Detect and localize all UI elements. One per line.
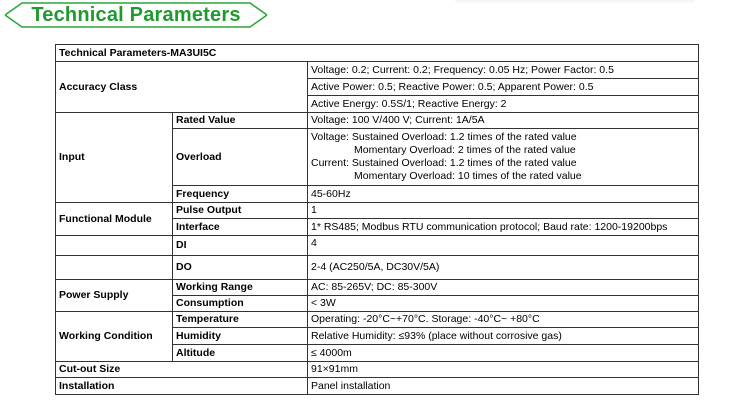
overload-label: Overload <box>173 129 308 186</box>
working-range-value: AC: 85-265V; DC: 85-300V <box>308 280 699 296</box>
table-row <box>56 312 699 328</box>
altitude-value: ≤ 4000m <box>308 345 699 362</box>
do-label: DO <box>173 256 308 280</box>
cutout-size-value: 91×91mm <box>308 362 699 378</box>
table-row <box>56 256 699 280</box>
temperature-value: Operating: -20°C~+70°C. Storage: -40°C~ +80°C <box>308 312 699 328</box>
humidity-label: Humidity <box>173 328 308 345</box>
accuracy-value-3: Active Energy: 0.5S/1; Reactive Energy: 2 <box>308 96 699 113</box>
overload-line: Current: Sustained Overload: 1.2 times of the rated value <box>311 157 577 169</box>
rated-value-label: Rated Value <box>173 113 308 129</box>
working-condition-label: Working Condition <box>56 312 173 362</box>
interface-label: Interface <box>173 219 308 236</box>
frequency-label: Frequency <box>173 186 308 203</box>
empty-cell <box>56 256 173 280</box>
pulse-output-label: Pulse Output <box>173 203 308 219</box>
top-shadow-decoration <box>455 0 695 4</box>
overload-line: Momentary Overload: 2 times of the rated value <box>354 144 576 156</box>
table-row <box>56 113 699 129</box>
table-row <box>56 378 699 395</box>
overload-line: Voltage: Sustained Overload: 1.2 times of the rated value <box>311 131 577 143</box>
section-title: Technical Parameters <box>31 4 241 26</box>
table-row <box>56 280 699 296</box>
temperature-label: Temperature <box>173 312 308 328</box>
frequency-value: 45-60Hz <box>308 186 699 203</box>
overload-line: Momentary Overload: 10 times of the rated value <box>354 170 582 182</box>
functional-module-label: Functional Module <box>56 203 173 236</box>
consumption-label: Consumption <box>173 296 308 312</box>
table-row <box>56 236 699 256</box>
consumption-value: < 3W <box>308 296 699 312</box>
installation-value: Panel installation <box>308 378 699 395</box>
table-row <box>56 45 699 62</box>
input-label: Input <box>56 113 173 203</box>
table-row <box>56 203 699 219</box>
table-row <box>56 62 699 79</box>
installation-label: Installation <box>56 378 308 395</box>
do-value: 2-4 (AC250/5A, DC30V/5A) <box>308 256 699 280</box>
technical-parameters-table <box>55 44 699 395</box>
humidity-value: Relative Humidity: ≤93% (place without corrosive gas) <box>308 328 699 345</box>
working-range-label: Working Range <box>173 280 308 296</box>
accuracy-class-label: Accuracy Class <box>56 62 308 113</box>
table-header: Technical Parameters-MA3UI5C <box>56 45 699 62</box>
cutout-size-label: Cut-out Size <box>56 362 308 378</box>
table-row <box>56 362 699 378</box>
pulse-output-value: 1 <box>308 203 699 219</box>
altitude-label: Altitude <box>173 345 308 362</box>
power-supply-label: Power Supply <box>56 280 173 312</box>
di-value: 4 <box>308 236 699 256</box>
accuracy-value-2: Active Power: 0.5; Reactive Power: 0.5; Apparent Power: 0.5 <box>308 79 699 96</box>
section-title-banner <box>4 2 268 28</box>
interface-value: 1* RS485; Modbus RTU communication protocol; Baud rate: 1200-19200bps <box>308 219 699 236</box>
overload-values <box>308 129 699 186</box>
accuracy-value-1: Voltage: 0.2; Current: 0.2; Frequency: 0.05 Hz; Power Factor: 0.5 <box>308 62 699 79</box>
empty-cell <box>56 236 173 256</box>
rated-value: Voltage: 100 V/400 V; Current: 1A/5A <box>308 113 699 129</box>
di-label: DI <box>173 236 308 256</box>
